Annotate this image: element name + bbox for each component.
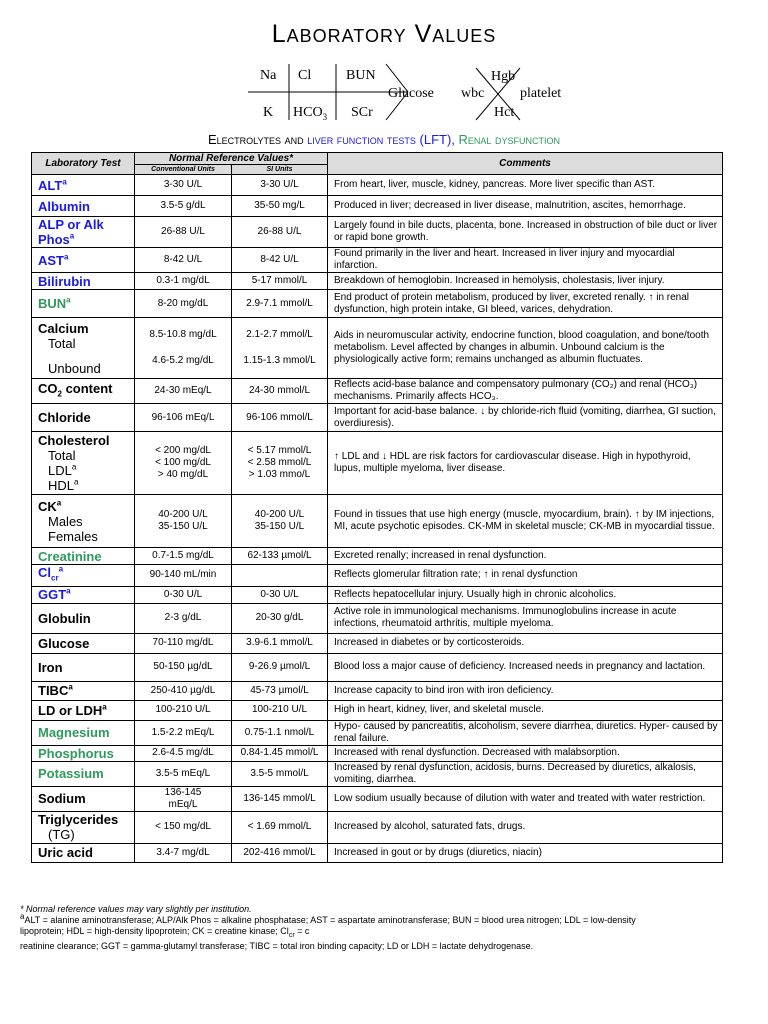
table-row xyxy=(32,404,723,432)
test-name-label: Cl xyxy=(38,565,51,580)
comment: From heart, liver, muscle, kidney, pancreas. More liver specific than AST. xyxy=(328,175,723,196)
si-value: 2.9-7.1 mmol/L xyxy=(232,290,328,318)
platelet-label: platelet xyxy=(520,86,562,101)
header-normal: Normal Reference Values* xyxy=(135,153,328,165)
test-name-label: Uric acid xyxy=(38,845,93,861)
test-name-subscript: 2 xyxy=(57,389,62,399)
comment: Produced in liver; decreased in liver disease, malnutrition, ascites, hemorrhage. xyxy=(328,196,723,217)
conventional-value: 0-30 U/L xyxy=(135,586,232,603)
table-row xyxy=(32,745,723,761)
si-value: 3.9-6.1 mmol/L xyxy=(232,633,328,653)
comment: Increased in gout or by drugs (diuretics, niacin) xyxy=(328,843,723,862)
conventional-value: 96-106 mEq/L xyxy=(135,404,232,432)
table-row xyxy=(32,273,723,290)
footnote-abbrev-1: aALT = alanine aminotransferase; ALP/Alk Phos = alkaline phosphatase; AST = aspartate aminotransferase; BUN = blood urea nitrogen; LDL = low-density xyxy=(20,912,636,925)
table-row xyxy=(32,681,723,700)
table-row xyxy=(32,603,723,633)
glucose-label: Glucose xyxy=(388,86,434,101)
header-comments: Comments xyxy=(328,153,723,175)
test-name xyxy=(32,175,135,196)
table-row xyxy=(32,318,723,379)
table-row xyxy=(32,290,723,318)
test-name-label: Cholesterol xyxy=(38,433,110,448)
hco3-label: $HCO_3$ xyxy=(293,105,328,122)
test-name xyxy=(32,273,135,290)
conventional-value: 40-200 U/L 35-150 U/L xyxy=(135,495,232,548)
si-value: 202-416 mmol/L xyxy=(232,843,328,862)
table-row xyxy=(32,700,723,720)
table-row xyxy=(32,653,723,681)
comment: Breakdown of hemoglobin. Increased in hemolysis, cholestasis, liver injury. xyxy=(328,273,723,290)
test-name-superscript: a xyxy=(66,295,71,305)
test-name-tail: content xyxy=(61,380,113,396)
comment: Reflects acid-base balance and compensatory pulmonary (CO₂) and renal (HCO₃) mechanisms. Primarily affects HCO₃. xyxy=(328,379,723,404)
test-name xyxy=(32,653,135,681)
test-name-subscript: cr xyxy=(51,573,59,583)
test-subitem: Total xyxy=(48,448,76,463)
conventional-value: < 200 mg/dL < 100 mg/dL > 40 mg/dL xyxy=(135,432,232,495)
table-row xyxy=(32,379,723,404)
si-value: 35-50 mg/L xyxy=(232,196,328,217)
test-subitem: HDL$^a$ xyxy=(48,477,79,493)
comment: Hypo- caused by pancreatitis, alcoholism, severe diarrhea, diuretics. Hyper- caused by renal failure. xyxy=(328,720,723,745)
comment: Excreted renally; increased in renal dysfunction. xyxy=(328,548,723,565)
test-name xyxy=(32,290,135,318)
table-row xyxy=(32,217,723,248)
conventional-value: 8-20 mg/dL xyxy=(135,290,232,318)
table-row xyxy=(32,196,723,217)
conventional-value: 0.7-1.5 mg/dL xyxy=(135,548,232,565)
test-name xyxy=(32,432,135,495)
conventional-value: 90-140 mL/min xyxy=(135,565,232,587)
comment: Increased by alcohol, saturated fats, drugs. xyxy=(328,811,723,843)
si-value: 3.5-5 mmol/L xyxy=(232,761,328,786)
test-name-superscript: a xyxy=(62,177,67,187)
test-name-label: Magnesium xyxy=(38,725,110,741)
test-name xyxy=(32,761,135,786)
comment: End product of protein metabolism, produced by liver, excreted renally. ↑ in renal dysfunction, high protein intake, GI bleed, varices, dehydration. xyxy=(328,290,723,318)
test-name-superscript: a xyxy=(102,702,107,712)
wbc-label: wbc xyxy=(461,86,485,101)
comment: Increased with renal dysfunction. Decreased with malabsorption. xyxy=(328,745,723,761)
si-value: 9-26.9 µmol/L xyxy=(232,653,328,681)
bmp-fishbone-diagram xyxy=(248,64,434,122)
si-value: 96-106 mmol/L xyxy=(232,404,328,432)
test-name xyxy=(32,495,135,548)
table-row xyxy=(32,633,723,653)
si-value: 3-30 U/L xyxy=(232,175,328,196)
conventional-value: 2.6-4.5 mg/dL xyxy=(135,745,232,761)
scr-label: SCr xyxy=(351,105,373,120)
header-si: SI Units xyxy=(232,165,328,175)
comment: Increase capacity to bind iron with iron deficiency. xyxy=(328,681,723,700)
test-name xyxy=(32,404,135,432)
test-name xyxy=(32,603,135,633)
si-value: 2.1-2.7 mmol/L 1.15-1.3 mmol/L xyxy=(232,318,328,379)
comment: Important for acid-base balance. ↓ by chloride-rich fluid (vomiting, diarrhea, GI suction, overdiuresis). xyxy=(328,404,723,432)
conventional-value: 26-88 U/L xyxy=(135,217,232,248)
test-name-label: Albumin xyxy=(38,198,90,214)
table-row xyxy=(32,843,723,862)
test-name xyxy=(32,681,135,700)
comment: Reflects glomerular filtration rate; ↑ in renal dysfunction xyxy=(328,565,723,587)
footnote-abbrev-3: reatinine clearance; GGT = gamma-glutamyl transferase; TIBC = total iron binding capacity; LD or LDH = lactate dehydrogenase. xyxy=(20,940,534,951)
test-name-superscript: a xyxy=(56,498,62,508)
hgb-label: Hgb xyxy=(491,69,516,84)
comment: Found primarily in the liver and heart. Increased in liver injury and myocardial infarction. xyxy=(328,248,723,273)
heading-renal: Renal dysfunction xyxy=(458,132,561,147)
test-name xyxy=(32,843,135,862)
test-subitem: Unbound xyxy=(48,360,101,376)
test-name-label: Bilirubin xyxy=(38,273,91,289)
lab-fishbone-diagrams xyxy=(0,0,768,130)
table-row xyxy=(32,432,723,495)
section-heading xyxy=(0,132,768,147)
si-value: < 1.69 mmol/L xyxy=(232,811,328,843)
table-row xyxy=(32,786,723,811)
test-name xyxy=(32,196,135,217)
page-title: Laboratory Values xyxy=(271,20,497,48)
test-name-label: Triglycerides xyxy=(38,812,119,828)
si-value: 0.75-1.1 nmol/L xyxy=(232,720,328,745)
comment: Reflects hepatocellular injury. Usually high in chronic alcoholics. xyxy=(328,586,723,603)
test-subitem: Males xyxy=(48,513,83,529)
test-name xyxy=(32,700,135,720)
si-value: 24-30 mmol/L xyxy=(232,379,328,404)
conventional-value: 136-145 mEq/L xyxy=(135,786,232,811)
test-name-label: Potassium xyxy=(38,766,104,782)
test-name-label: BUN xyxy=(38,296,67,311)
si-value: 8-42 U/L xyxy=(232,248,328,273)
test-name-superscript: a xyxy=(68,682,73,692)
conventional-value: 8-42 U/L xyxy=(135,248,232,273)
conventional-value: 0.3-1 mg/dL xyxy=(135,273,232,290)
table-row xyxy=(32,761,723,786)
si-value: < 5.17 mmol/L < 2.58 mmol/L > 1.03 mmo/L xyxy=(232,432,328,495)
si-value: 136-145 mmol/L xyxy=(232,786,328,811)
table-row xyxy=(32,720,723,745)
si-value xyxy=(232,565,328,587)
test-name-label: GGT xyxy=(38,587,67,603)
test-subitem: Total xyxy=(48,335,76,351)
k-label: K xyxy=(263,105,274,120)
conventional-value: 250-410 µg/dL xyxy=(135,681,232,700)
table-row xyxy=(32,495,723,548)
si-value: 26-88 U/L xyxy=(232,217,328,248)
test-name-label: TIBC xyxy=(38,683,69,699)
table-row xyxy=(32,565,723,587)
test-name xyxy=(32,633,135,653)
test-subitem: Females xyxy=(48,528,98,544)
test-name xyxy=(32,379,135,404)
test-name xyxy=(32,217,135,248)
comment: Increased in diabetes or by corticosteroids. xyxy=(328,633,723,653)
test-name-label: CO xyxy=(38,380,58,396)
conventional-value: 1.5-2.2 mEq/L xyxy=(135,720,232,745)
si-value: 20-30 g/dL xyxy=(232,603,328,633)
bun-label: BUN xyxy=(346,68,376,83)
hct-label: Hct xyxy=(494,105,515,120)
comment: Blood loss a major cause of deficiency. Increased needs in pregnancy and lactation. xyxy=(328,653,723,681)
conventional-value: 50-150 µg/dL xyxy=(135,653,232,681)
table-row xyxy=(32,175,723,196)
test-name xyxy=(32,786,135,811)
test-name-label: Iron xyxy=(38,659,63,675)
test-name-label: Glucose xyxy=(38,635,90,651)
comment: ↑ LDL and ↓ HDL are risk factors for cardiovascular disease. High in hypothyroid, lupus, multiple myeloma, liver disease. xyxy=(328,432,723,495)
cbc-fishbone-diagram xyxy=(461,68,561,120)
table-row xyxy=(32,586,723,603)
comment: Active role in immunological mechanisms. Immunoglobulins increase in acute infections, rheumatoid arthritis, multiple myeloma. xyxy=(328,603,723,633)
conventional-value: 70-110 mg/dL xyxy=(135,633,232,653)
test-name-superscript: a xyxy=(66,586,71,596)
test-name xyxy=(32,586,135,603)
lab-values-table xyxy=(31,152,723,863)
conventional-value: 100-210 U/L xyxy=(135,700,232,720)
cl-label: Cl xyxy=(298,68,312,83)
conventional-value: 3-30 U/L xyxy=(135,175,232,196)
si-value: 0.84-1.45 mmol/L xyxy=(232,745,328,761)
test-name-label: Calcium xyxy=(38,320,89,336)
si-value: 100-210 U/L xyxy=(232,700,328,720)
conventional-value: 3.5-5 g/dL xyxy=(135,196,232,217)
test-subitem: (TG) xyxy=(48,827,75,843)
footnotes xyxy=(20,904,748,952)
test-name xyxy=(32,318,135,379)
conventional-value: 24-30 mEq/L xyxy=(135,379,232,404)
comment: Increased by renal dysfunction, acidosis, burns. Decreased by diuretics, alkalosis, vomiting, diarrhea. xyxy=(328,761,723,786)
header-test: Laboratory Test xyxy=(32,153,135,175)
si-value: 5-17 mmol/L xyxy=(232,273,328,290)
si-value: 40-200 U/L 35-150 U/L xyxy=(232,495,328,548)
test-name-label: ALT xyxy=(38,177,63,193)
test-name-superscript: a xyxy=(64,252,69,262)
test-name xyxy=(32,548,135,565)
header-conventional: Conventional Units xyxy=(135,165,232,175)
na-label: Na xyxy=(260,68,277,83)
test-name-label: LD or LDH xyxy=(38,702,103,718)
conventional-value: 3.4-7 mg/dL xyxy=(135,843,232,862)
test-name-label: ALP or Alk Phos xyxy=(38,217,104,247)
test-name-label: Chloride xyxy=(38,410,91,425)
test-name-label: Phosphorus xyxy=(38,745,114,761)
test-name xyxy=(32,720,135,745)
comment: Aids in neuromuscular activity, endocrine function, blood coagulation, and bone/tooth metabolism. Level affected by changes in albumin. Unbound calcium is the physiologically active form; remains unchanged as albumin fluctuates. xyxy=(328,318,723,379)
test-subitem: LDL$^a$ xyxy=(48,462,77,478)
test-name-label: Creatinine xyxy=(38,548,102,564)
heading-electrolytes: Electrolytes and xyxy=(207,132,308,147)
comment: High in heart, kidney, liver, and skeletal muscle. xyxy=(328,700,723,720)
table-row xyxy=(32,811,723,843)
test-name-label: Globulin xyxy=(38,610,91,626)
test-name-label: AST xyxy=(38,252,64,268)
test-name-superscript: a xyxy=(69,231,75,241)
test-name-label: Sodium xyxy=(38,791,86,807)
comment: Largely found in bile ducts, placenta, bone. Increased in obstruction of bile duct or liver or rapid bone growth. xyxy=(328,217,723,248)
comment: Found in tissues that use high energy (muscle, myocardium, brain). ↑ by IM injections, MI, acute psychotic episodes. CK-MM in skeletal muscle; CK-MB in myocardial tissue. xyxy=(328,495,723,548)
footnote-star: * Normal reference values may vary slightly per institution. xyxy=(20,904,252,914)
test-name xyxy=(32,565,135,587)
test-name-label: CK xyxy=(38,498,57,514)
si-value: 0-30 U/L xyxy=(232,586,328,603)
conventional-value: 3.5-5 mEq/L xyxy=(135,761,232,786)
heading-lft: liver function tests (LFT), xyxy=(307,132,459,147)
footnote-abbrev-2: lipoprotein; HDL = high-density lipoprotein; CK = creatine kinase; $Cl_{cr} = c$ xyxy=(20,926,310,939)
conventional-value: < 150 mg/dL xyxy=(135,811,232,843)
test-name xyxy=(32,248,135,273)
test-name xyxy=(32,811,135,843)
table-row xyxy=(32,248,723,273)
si-value: 62-133 µmol/L xyxy=(232,548,328,565)
si-value: 45-73 µmol/L xyxy=(232,681,328,700)
conventional-value: 2-3 g/dL xyxy=(135,603,232,633)
conventional-value: 8.5-10.8 mg/dL 4.6-5.2 mg/dL xyxy=(135,318,232,379)
comment: Low sodium usually because of dilution with water and treated with water restriction. xyxy=(328,786,723,811)
lab-table-body xyxy=(32,175,723,863)
test-name-superscript: a xyxy=(58,564,64,574)
table-row xyxy=(32,548,723,565)
test-name xyxy=(32,745,135,761)
